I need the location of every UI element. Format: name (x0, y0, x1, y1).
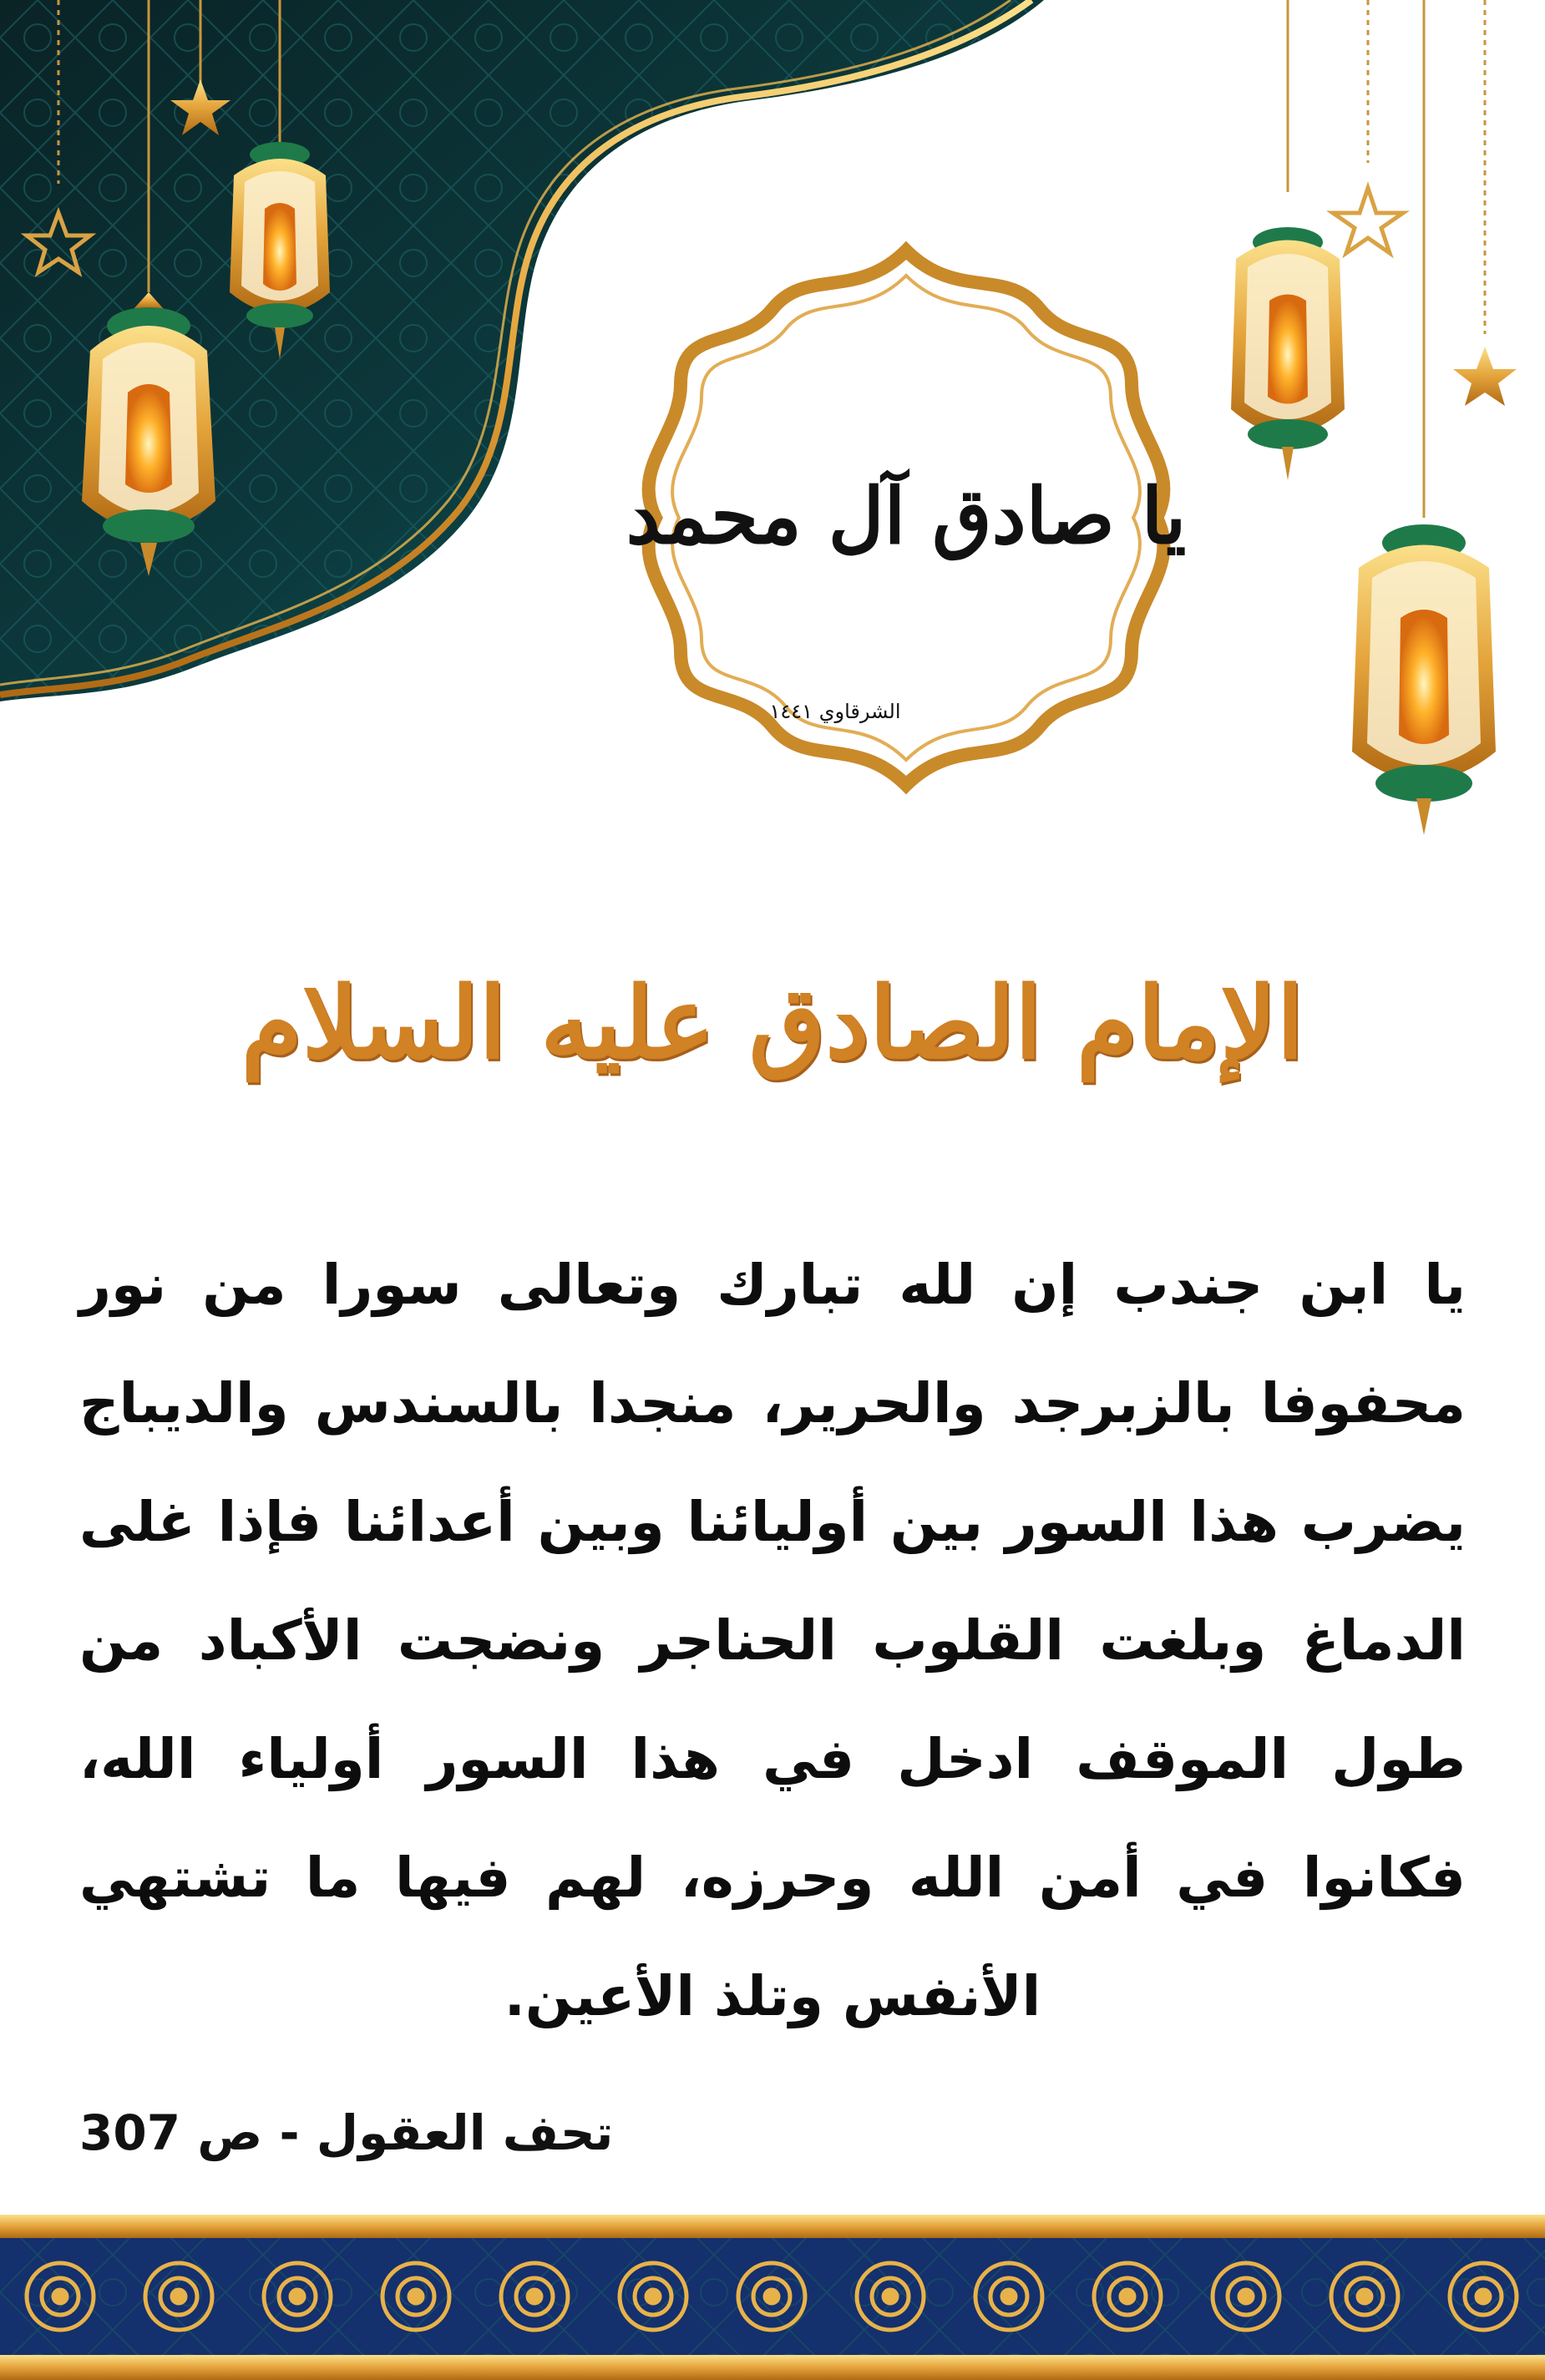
source-citation: تحف العقول - ص 307 (79, 2104, 614, 2161)
calligraphy-text: يا صادق آل محمد (626, 471, 1187, 561)
calligraphy-signature: الشرقاوي ١٤٤١ (769, 700, 901, 723)
hadith-quote: يا ابن جندب إن لله تبارك وتعالى سورا من نور محفوفا بالزبرجد والحرير، منجدا بالسندس والديباج يضرب هذا السور بين أوليائنا وبين أعدائنا فإذا غلى الدماغ وبلغت القلوب الحناجر ونضجت الأكباد من طول الموقف ادخل في هذا السور أولياء الله، فكانوا في أمن الله وحرزه، لهم فيها ما تشتهي الأنفس وتلذ الأعين. (79, 1253, 1466, 2028)
page-title: الإمام الصادق عليه السلام (241, 965, 1304, 1081)
